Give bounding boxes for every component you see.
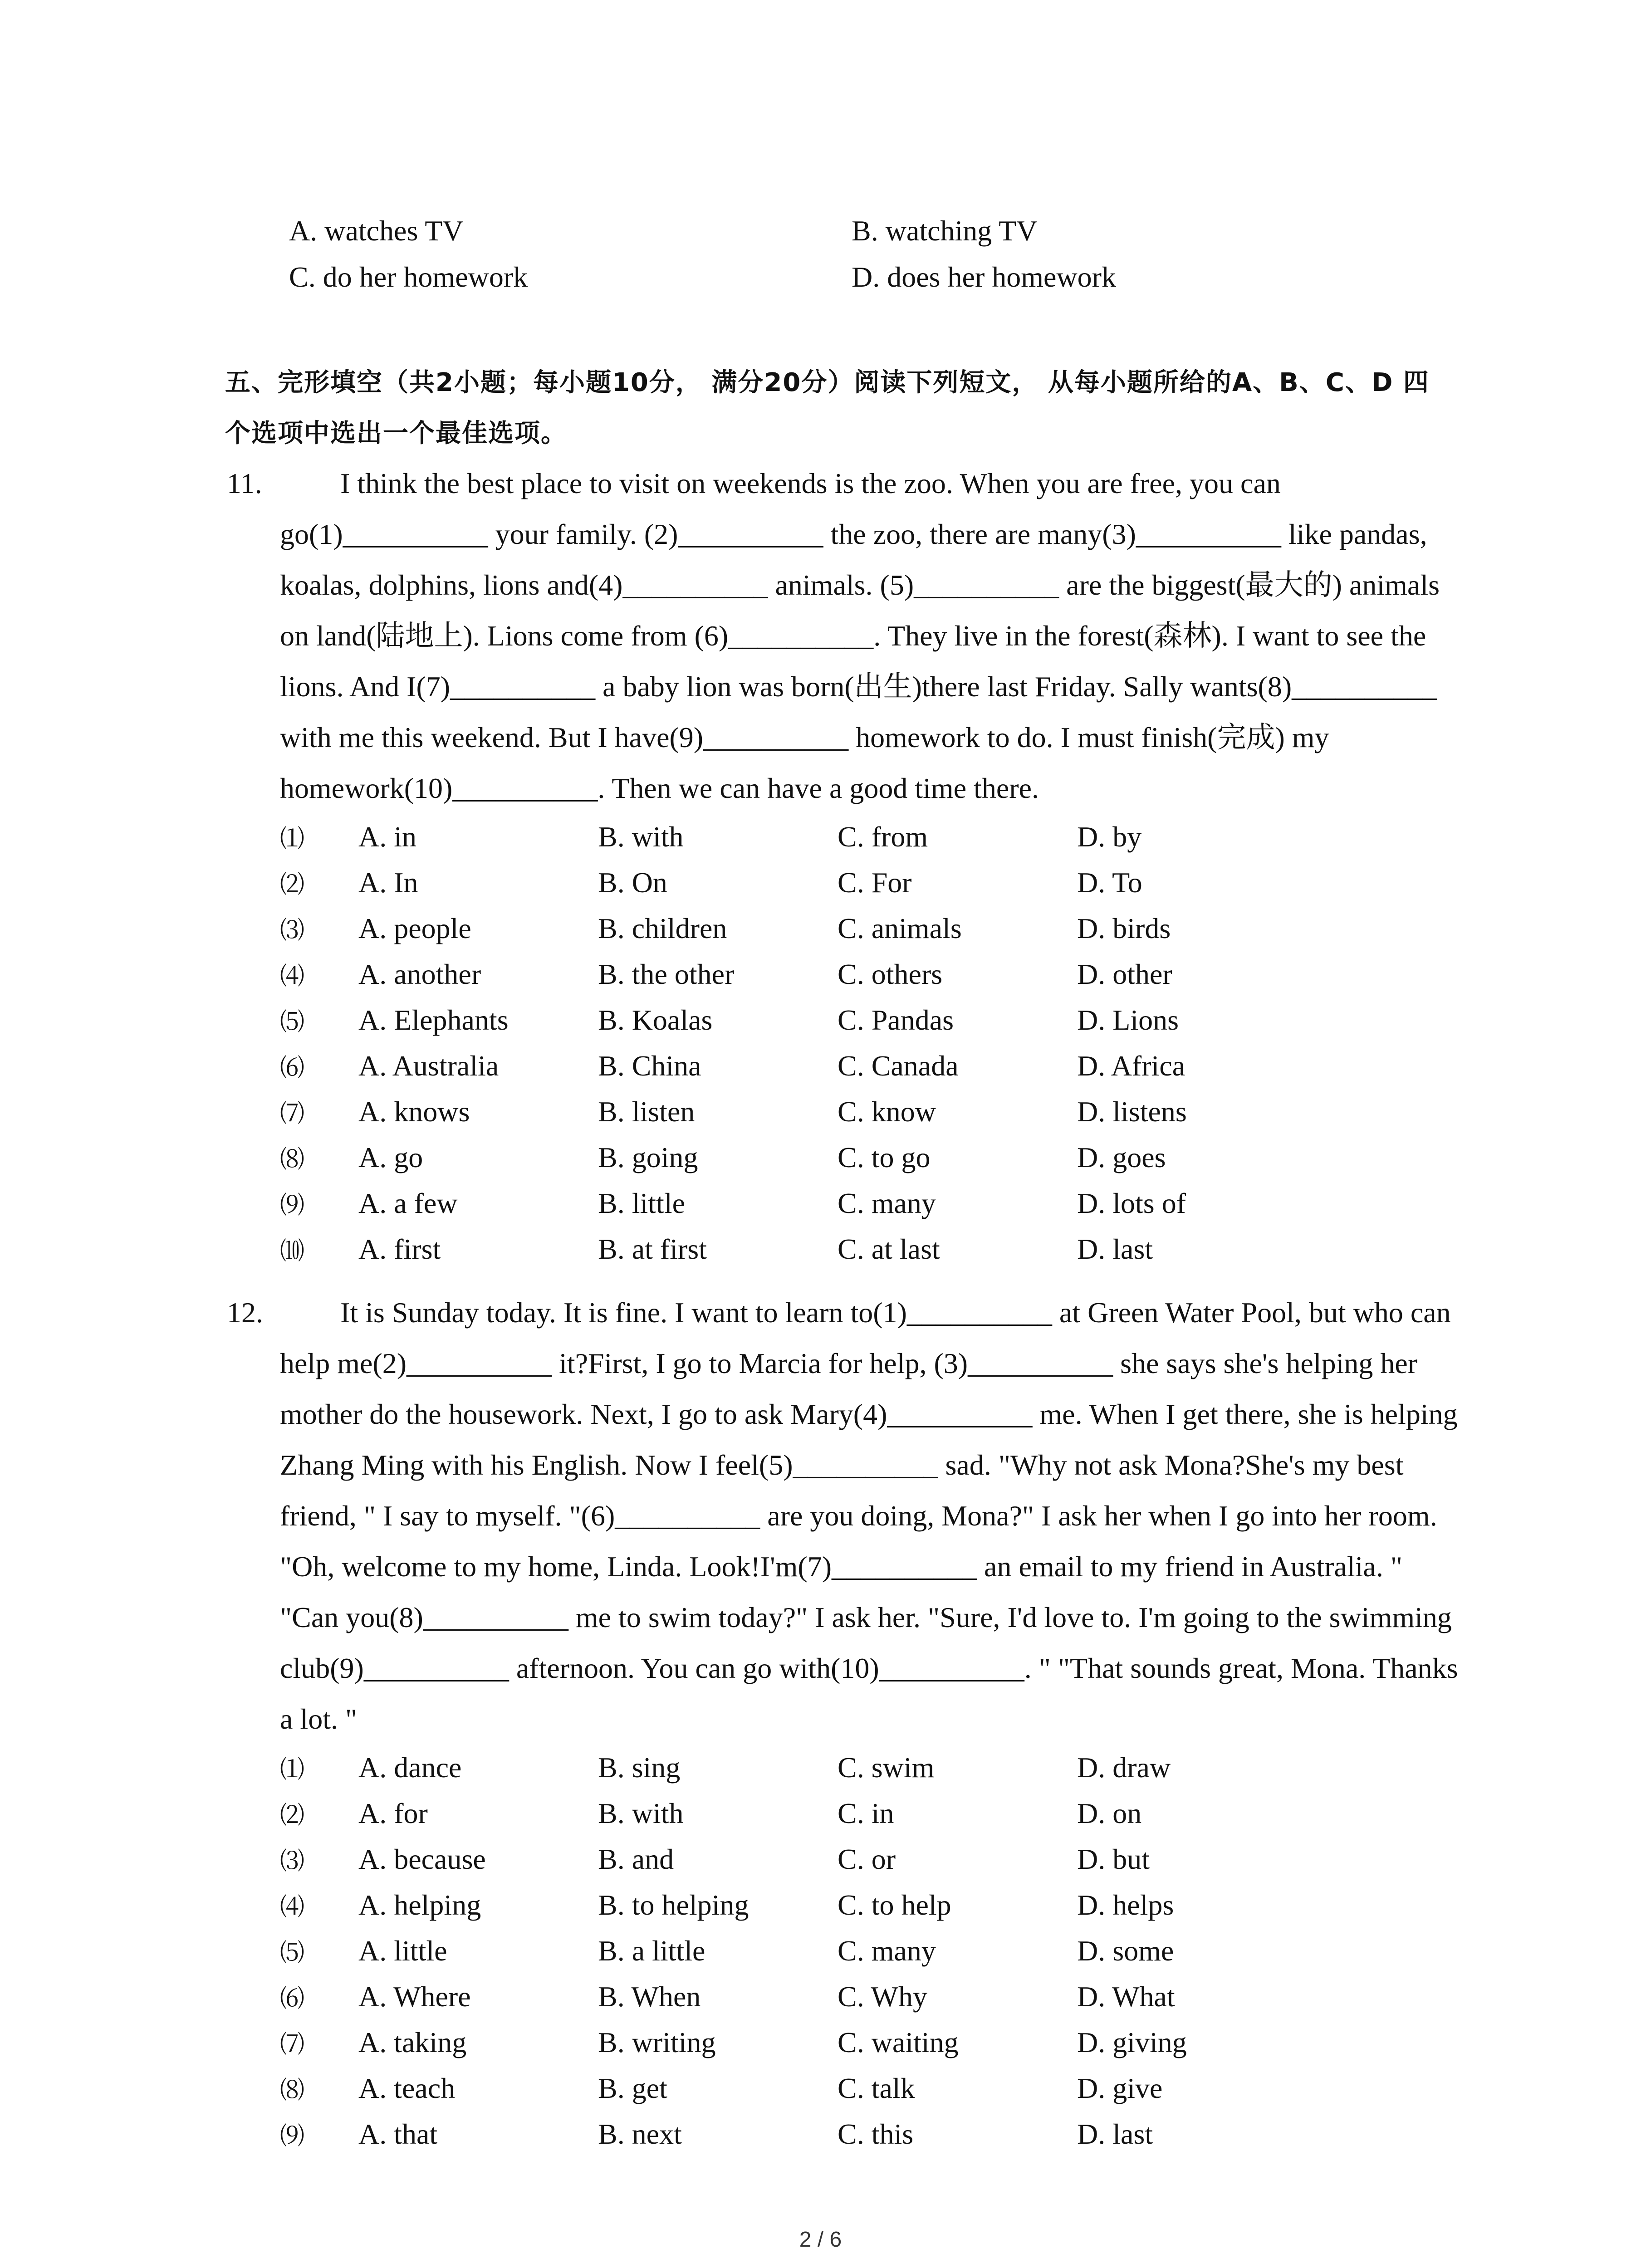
option-b: B. sing: [598, 1751, 681, 1784]
option-a: A. Australia: [358, 1049, 499, 1082]
option-b: B. China: [598, 1049, 701, 1082]
option-c: C. talk: [838, 2072, 915, 2104]
option-c: C. For: [838, 866, 912, 899]
option-c: C. many: [838, 1187, 936, 1219]
option-d: D. listens: [1077, 1095, 1187, 1128]
option-b: B. going: [598, 1141, 698, 1173]
option-c: C. to go: [838, 1141, 931, 1173]
option-d: D. last: [1077, 1232, 1153, 1265]
option-d: D. Lions: [1077, 1003, 1179, 1036]
item-number: ⑺: [280, 1099, 304, 1128]
option-d: D. giving: [1077, 2026, 1187, 2058]
option-a: A. people: [358, 912, 471, 944]
option-b: B. get: [598, 2072, 667, 2104]
item-number: ⑵: [280, 1801, 304, 1829]
option-a: A. Elephants: [358, 1003, 509, 1036]
option-row: [227, 1134, 1461, 1180]
option-row: [227, 1836, 1461, 1882]
option-a: A. go: [358, 1141, 423, 1173]
option-a: A. In: [358, 866, 418, 899]
option-d: D. give: [1077, 2072, 1163, 2104]
option-row: [227, 905, 1461, 951]
option-d: D. by: [1077, 820, 1142, 853]
option-a: A. for: [358, 1797, 428, 1829]
option-c: C. many: [838, 1934, 936, 1967]
option-d: D. helps: [1077, 1888, 1174, 1921]
item-number: ⑻: [280, 2076, 304, 2104]
option-b: B. When: [598, 1980, 701, 2013]
item-number: ⑸: [280, 1007, 304, 1036]
item-number: ⑷: [280, 962, 304, 990]
option-row: [227, 1928, 1461, 1974]
item-number: ⑷: [280, 1892, 304, 1921]
option-b: B. next: [598, 2117, 682, 2150]
option-b: B. On: [598, 866, 667, 899]
option-b: B. and: [598, 1843, 674, 1875]
option-d: D. birds: [1077, 912, 1171, 944]
option-d: D. draw: [1077, 1751, 1171, 1784]
option-b: B. writing: [598, 2026, 716, 2058]
option-d: D. What: [1077, 1980, 1175, 2013]
option-row: [227, 2065, 1461, 2111]
item-number: ⑴: [280, 1755, 304, 1784]
section-header: 五、完形填空（共2小题；每小题10分， 满分20分）阅读下列短文， 从每小题所给的A、B、C、D 四个选项中选出一个最佳选项。: [225, 368, 1430, 448]
item-number: ⑶: [280, 916, 304, 944]
option-c: C. others: [838, 958, 943, 990]
item-number: ⑵: [280, 870, 304, 899]
option-c: C. Why: [838, 1980, 927, 2013]
option-b: B. children: [598, 912, 727, 944]
option-d: D. last: [1077, 2117, 1153, 2150]
option-a: A. another: [358, 958, 481, 990]
option-c: C. Pandas: [838, 1003, 954, 1036]
item-number: ⑹: [280, 1053, 304, 1082]
item-number: ⑹: [280, 1984, 304, 2013]
option-c: C. know: [838, 1095, 936, 1128]
question-passage: [227, 1287, 1461, 1745]
option-row: [227, 1089, 1461, 1134]
option-a: A. teach: [358, 2072, 456, 2104]
option-c: C. from: [838, 820, 928, 853]
option-b: B. Koalas: [598, 1003, 713, 1036]
option-c: C. this: [838, 2117, 914, 2150]
option-d: D. To: [1077, 866, 1142, 899]
option-b: B. the other: [598, 958, 735, 990]
option-c: C. or: [838, 1843, 896, 1875]
question-passage: [227, 458, 1461, 814]
option-d: D. other: [1077, 958, 1172, 990]
option-row: [227, 814, 1461, 860]
option-d: D. Africa: [1077, 1049, 1185, 1082]
option-a: A. dance: [358, 1751, 462, 1784]
option-a: A. in: [358, 820, 416, 853]
answer-options: [227, 814, 1461, 1272]
option-a: A. that: [358, 2117, 438, 2150]
question-number: 12.: [227, 1296, 263, 1329]
item-number: ⑶: [280, 1847, 304, 1875]
option-row: [227, 1882, 1461, 1928]
item-number: ⑽: [280, 1237, 304, 1265]
option-b: B. with: [598, 820, 684, 853]
item-number: ⑸: [280, 1938, 304, 1967]
option-row: [227, 860, 1461, 905]
option-a: A. first: [358, 1232, 441, 1265]
option-c: C. Canada: [838, 1049, 959, 1082]
option-b: B. with: [598, 1797, 684, 1829]
option-row: [227, 1745, 1461, 1790]
option-b: B. listen: [598, 1095, 695, 1128]
option-d: D. does her homework: [852, 261, 1116, 293]
option-a: A. little: [358, 1934, 447, 1967]
item-number: ⑺: [280, 2030, 304, 2058]
option-row: [227, 1043, 1461, 1089]
option-b: B. watching TV: [852, 215, 1038, 247]
previous-question-options: [289, 212, 1396, 296]
option-a: A. because: [358, 1843, 486, 1875]
option-d: D. goes: [1077, 1141, 1166, 1173]
passage-text: I think the best place to visit on weekends is the zoo. When you are free, you can go(1)__________ your family. (2)__________ the zoo, there are many(3)__________ like pandas, koalas, dolphins, lions and(4)__________ animals. (5)__________ are the biggest(最大的) animals on land(陆地上). Lions come from (6)__________. They live in the forest(森林). I want to see the lions. And I(7)__________ a baby lion was born(出生)there last Friday. Sally wants(8)__________ with me this weekend. But I have(9)__________ homework to do. I must finish(完成) my homework(10)__________. Then we can have a good time there.: [280, 467, 1440, 804]
passage-text: It is Sunday today. It is fine. I want to learn to(1)__________ at Green Water Pool, but who can help me(2)__________ it?First, I go to Marcia for help, (3)__________ she says she's helping her mother do the housework. Next, I go to ask Mary(4)__________ me. When I get there, she is helping Zhang Ming with his English. Now I feel(5)__________ sad. "Why not ask Mona?She's my best friend, " I say to myself. "(6)__________ are you doing, Mona?" I ask her when I go into her room. "Oh, welcome to my home, Linda. Look!I'm(7)__________ an email to my friend in Australia. " "Can you(8)__________ me to swim today?" I ask her. "Sure, I'd love to. I'm going to the swimming club(9)__________ afternoon. You can go with(10)__________. " "That sounds great, Mona. Thanks a lot. ": [280, 1296, 1458, 1735]
option-row: [227, 997, 1461, 1043]
option-a: A. Where: [358, 1980, 471, 2013]
option-a: A. taking: [358, 2026, 467, 2058]
answer-options: [227, 1745, 1461, 2157]
option-row: [227, 1180, 1461, 1226]
option-c: C. do her homework: [289, 261, 528, 293]
option-b: B. at first: [598, 1232, 707, 1265]
option-c: C. at last: [838, 1232, 940, 1265]
option-a: A. knows: [358, 1095, 470, 1128]
option-c: C. to help: [838, 1888, 951, 1921]
option-a: A. watches TV: [289, 215, 464, 247]
option-a: A. a few: [358, 1187, 458, 1219]
option-d: D. but: [1077, 1843, 1150, 1875]
option-a: A. helping: [358, 1888, 481, 1921]
option-b: B. a little: [598, 1934, 705, 1967]
option-row: [227, 2111, 1461, 2157]
page-number: 2 / 6: [799, 2228, 842, 2252]
option-row: [227, 1226, 1461, 1272]
option-d: D. some: [1077, 1934, 1174, 1967]
option-d: D. on: [1077, 1797, 1142, 1829]
option-c: C. swim: [838, 1751, 935, 1784]
question-12: [227, 1287, 1461, 2157]
option-c: C. in: [838, 1797, 894, 1829]
option-b: B. little: [598, 1187, 685, 1219]
option-c: C. waiting: [838, 2026, 959, 2058]
option-row: [227, 2019, 1461, 2065]
item-number: ⑼: [280, 1191, 304, 1219]
question-number: 11.: [227, 467, 262, 499]
option-d: D. lots of: [1077, 1187, 1186, 1219]
item-number: ⑻: [280, 1145, 304, 1173]
option-b: B. to helping: [598, 1888, 749, 1921]
option-row: [227, 1974, 1461, 2019]
option-row: [227, 1790, 1461, 1836]
item-number: ⑴: [280, 824, 304, 853]
item-number: ⑼: [280, 2121, 304, 2150]
option-c: C. animals: [838, 912, 962, 944]
question-11: [227, 458, 1461, 1272]
option-row: [227, 951, 1461, 997]
